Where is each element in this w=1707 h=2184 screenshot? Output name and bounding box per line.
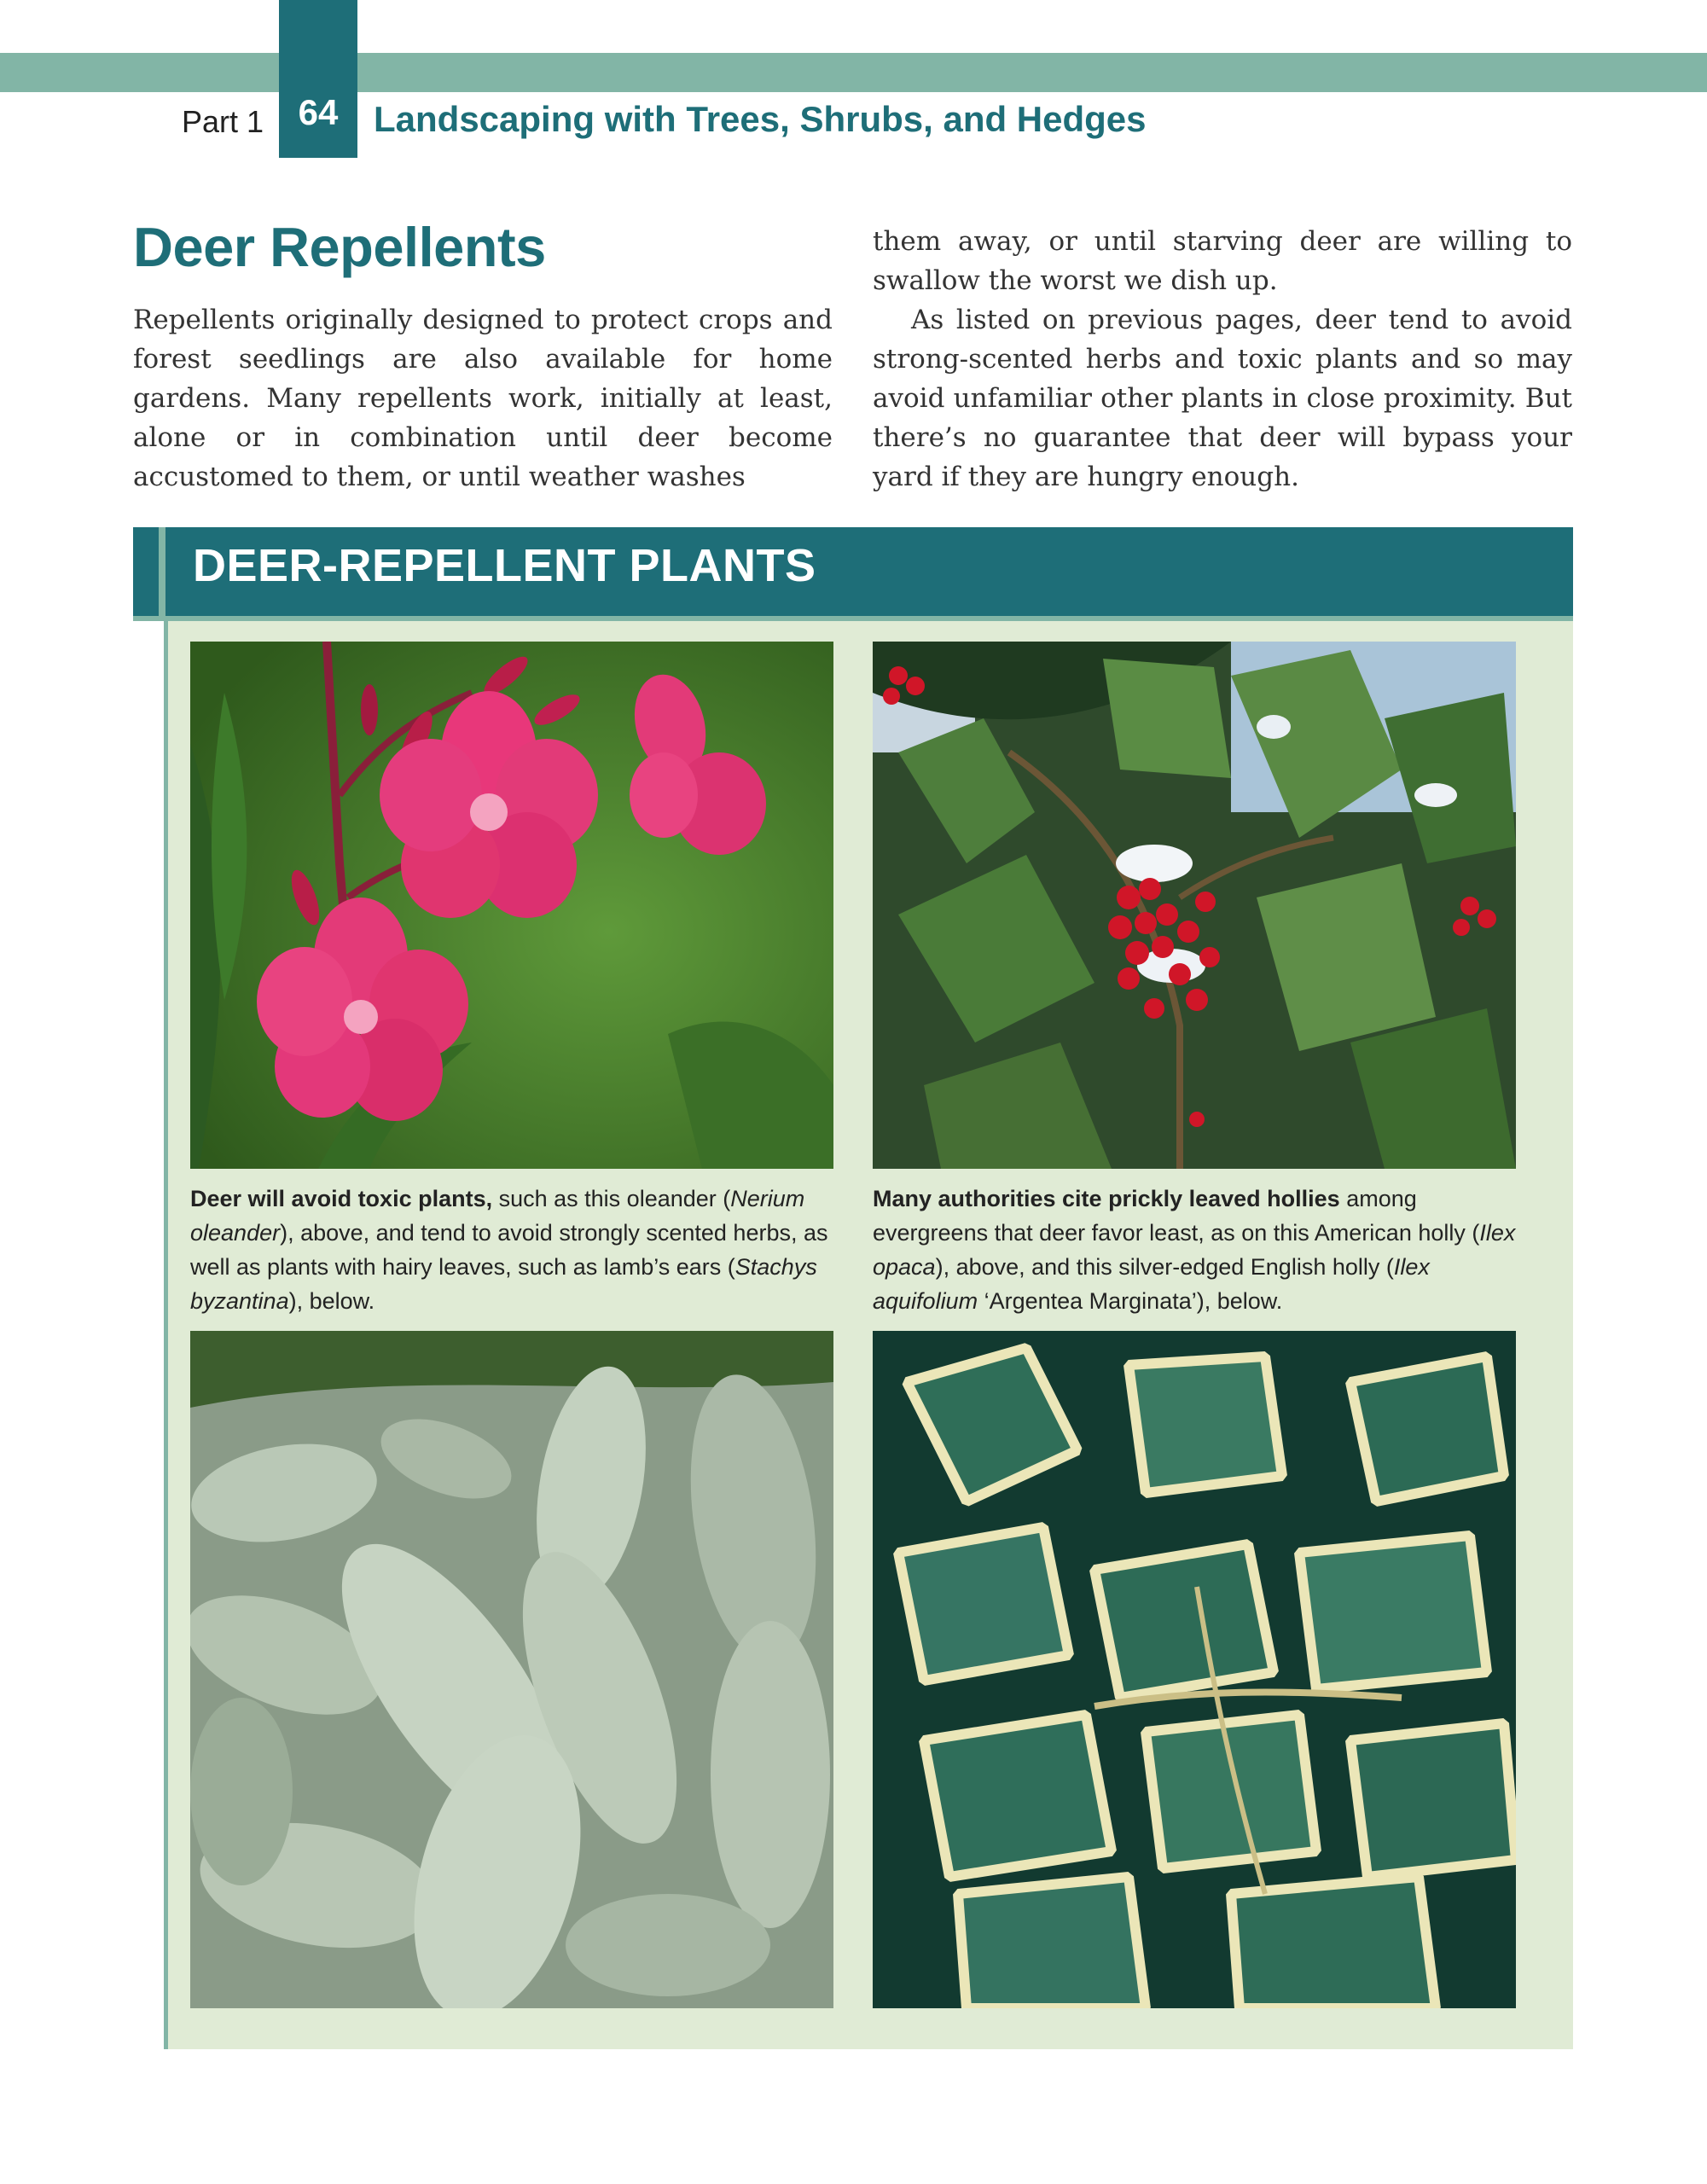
caption-lead: Deer will avoid toxic plants, bbox=[190, 1186, 493, 1211]
caption-text: ), below. bbox=[288, 1288, 375, 1314]
caption-text: ), above, and this silver-edged English holly ( bbox=[935, 1254, 1394, 1280]
header-band bbox=[0, 53, 1707, 92]
body-column-left bbox=[133, 300, 833, 497]
caption-text: ‘Argentea Marginata’), below. bbox=[978, 1288, 1283, 1314]
page-number: 64 bbox=[298, 92, 339, 132]
english-holly-photo bbox=[873, 1331, 1516, 2008]
caption-text: ), above, and tend to avoid strongly scented herbs, as well as plants with hairy leaves, such as lamb’s ears ( bbox=[190, 1220, 828, 1280]
body-column-right bbox=[873, 222, 1572, 497]
caption-left bbox=[190, 1182, 839, 1318]
caption-right bbox=[873, 1182, 1521, 1318]
caption-species: Ilex aquifolium bbox=[873, 1254, 1430, 1314]
caption-species: Stachys byzantina bbox=[190, 1254, 817, 1314]
american-holly-photo bbox=[873, 642, 1516, 1169]
sidebar-title: DEER-REPELLENT PLANTS bbox=[193, 540, 816, 591]
caption-species: Ilex opaca bbox=[873, 1220, 1516, 1280]
sidebar-rule bbox=[164, 621, 168, 2049]
page-number-tab bbox=[279, 0, 357, 158]
oleander-photo bbox=[190, 642, 833, 1169]
part-label: Part 1 bbox=[182, 104, 264, 139]
body-paragraph: them away, or until starving deer are willing to swallow the worst we dish up. bbox=[873, 226, 1572, 296]
lambs-ears-photo bbox=[190, 1331, 833, 2008]
body-paragraph: Repellents originally designed to protect crops and forest seedlings are also available for home gardens. Many repellents work, initially at least, alone or in combination until deer become accustomed to them, or until weather washes bbox=[133, 305, 833, 492]
chapter-title: Landscaping with Trees, Shrubs, and Hedges bbox=[374, 99, 1147, 139]
sidebar-header-stripe bbox=[159, 527, 165, 616]
caption-text: such as this oleander ( bbox=[492, 1186, 731, 1211]
sidebar-header-rule bbox=[133, 616, 1573, 621]
caption-text: among evergreens that deer favor least, as on this American holly ( bbox=[873, 1186, 1480, 1246]
section-heading: Deer Repellents bbox=[133, 216, 546, 278]
caption-lead: Many authorities cite prickly leaved hollies bbox=[873, 1186, 1340, 1211]
body-paragraph: As listed on previous pages, deer tend to avoid strong-scented herbs and toxic plants and so may avoid unfamiliar other plants in close proximity. But there’s no guarantee that deer will bypass your yard if they are hungry enough. bbox=[873, 305, 1572, 492]
caption-species: Nerium oleander bbox=[190, 1186, 805, 1246]
